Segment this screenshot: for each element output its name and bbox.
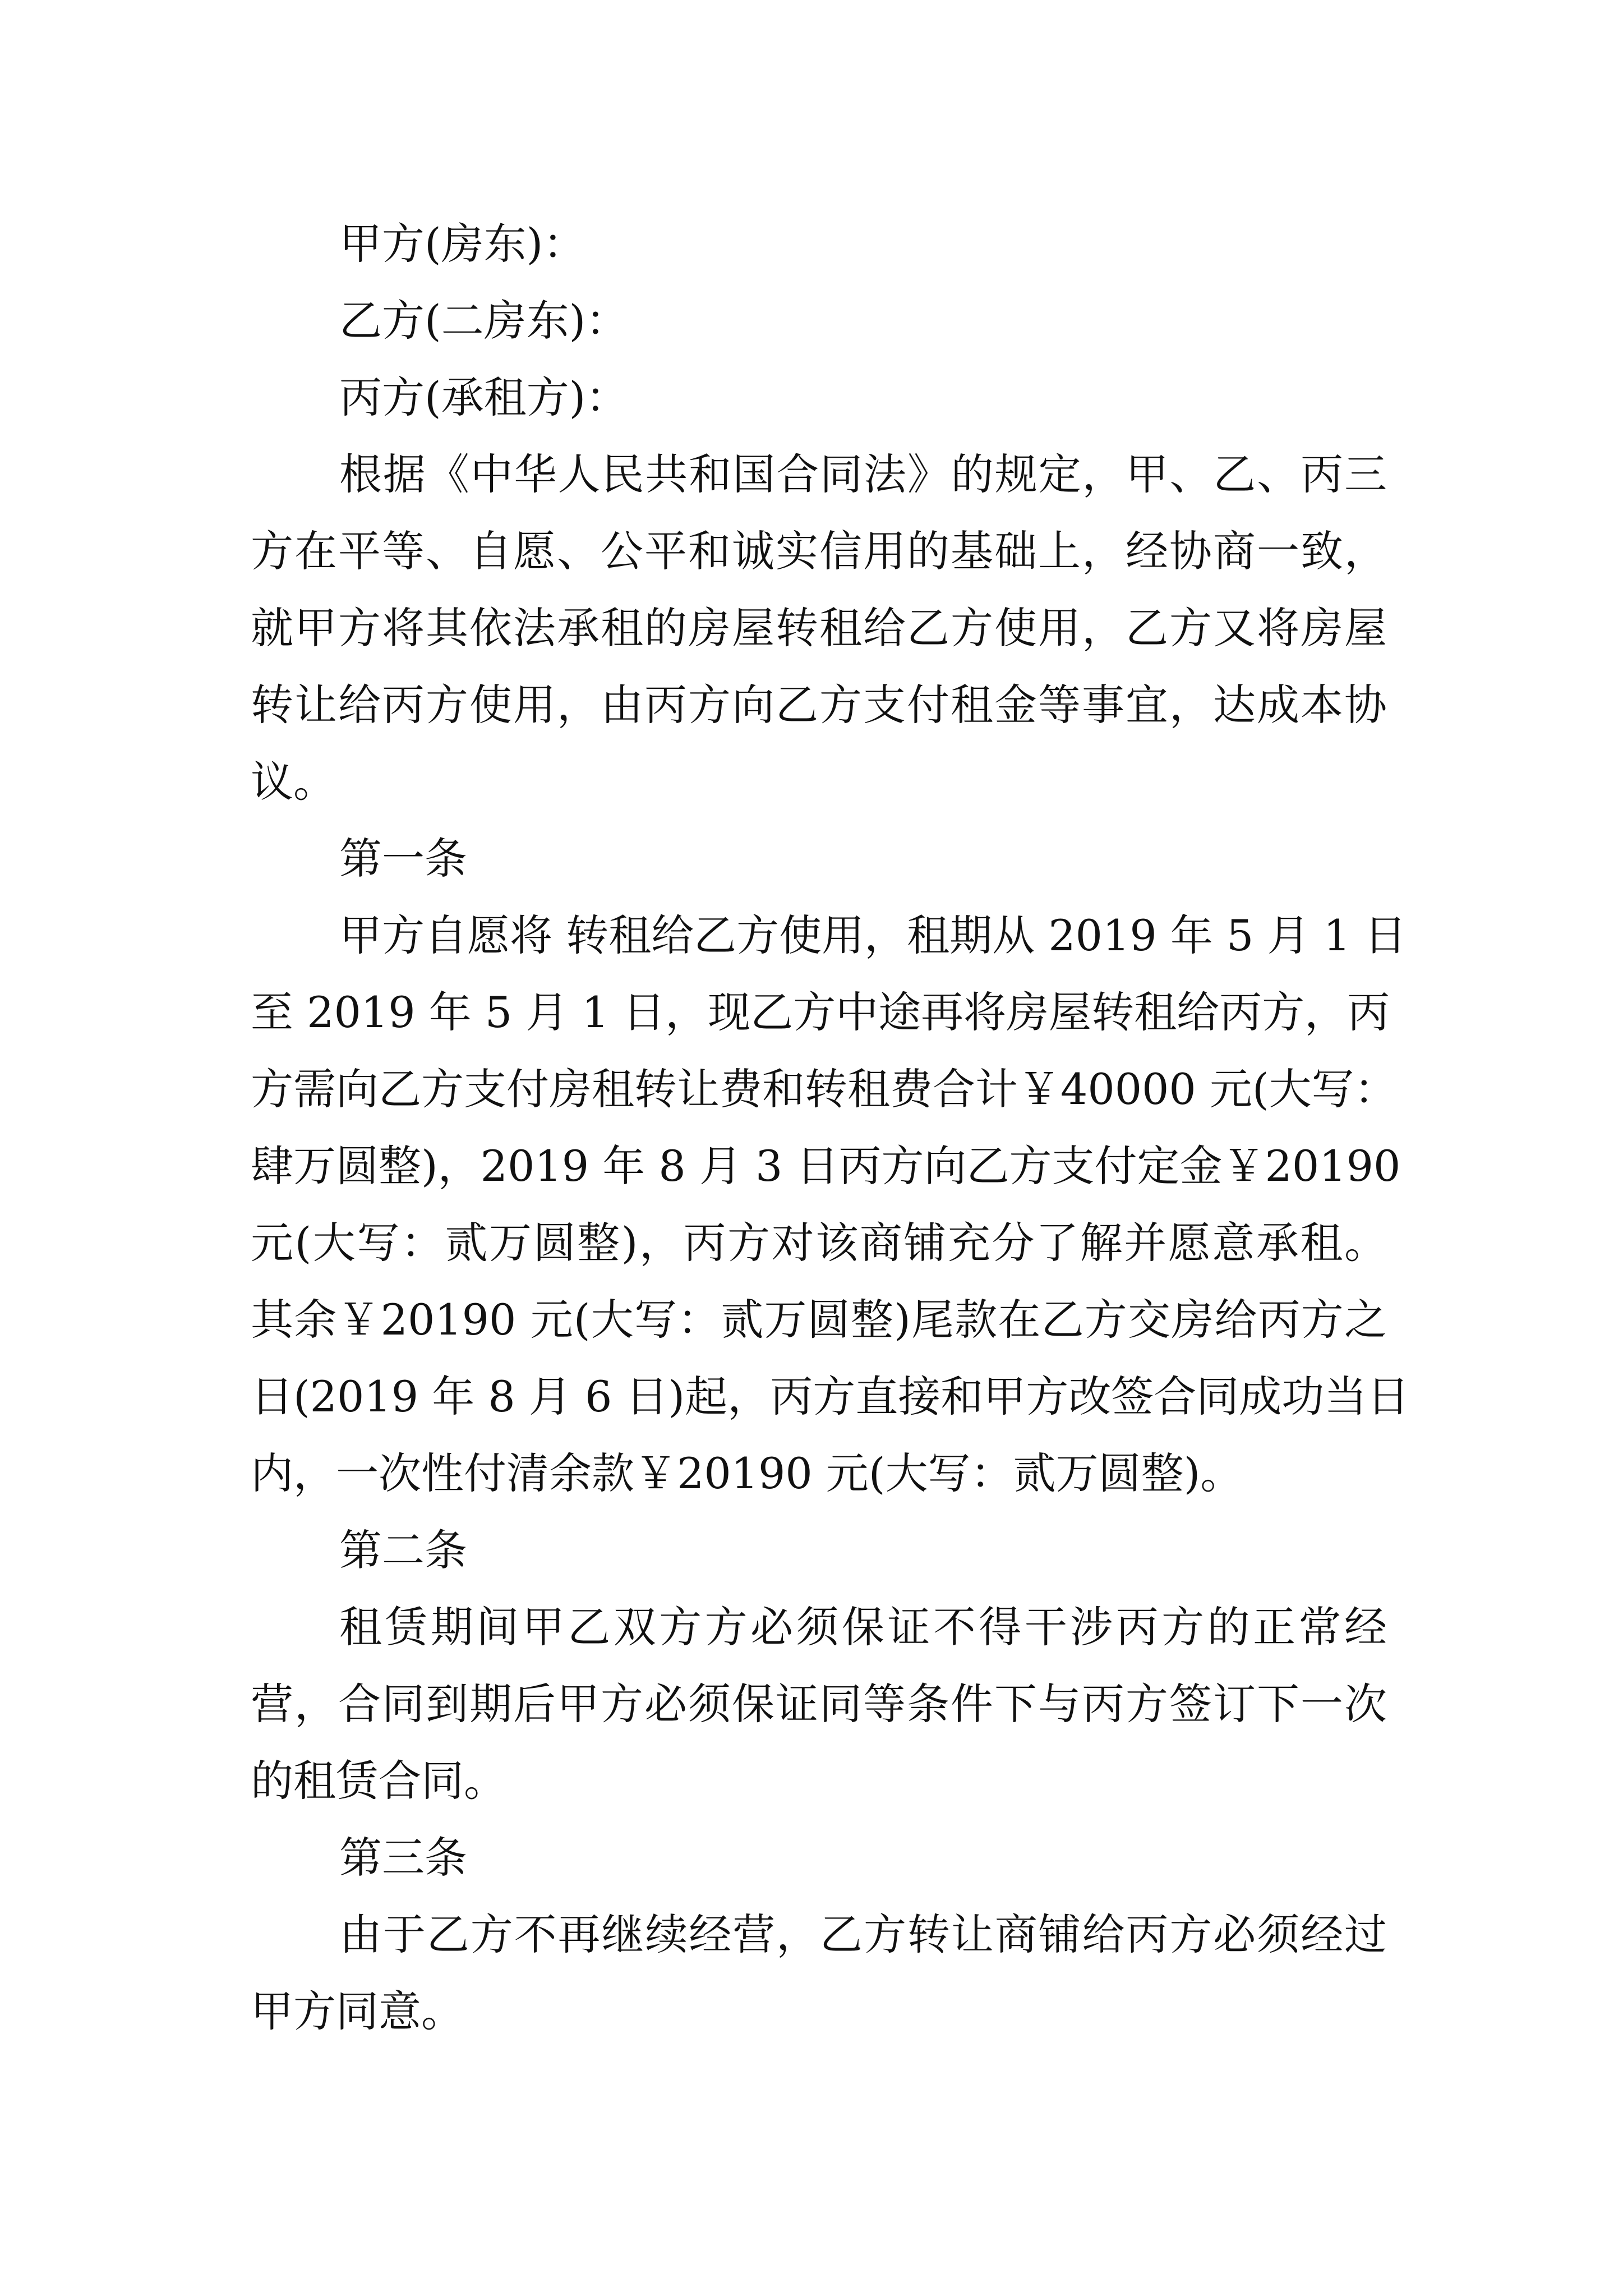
article-2-line: 的租赁合同。 xyxy=(251,1756,506,1806)
preamble-paragraph xyxy=(251,436,1387,820)
article-2-line: 营，合同到期后甲方必须保证同等条件下与丙方签订下一次 xyxy=(251,1679,1387,1729)
article-1-heading: 第一条 xyxy=(339,834,467,884)
article-2-line: 租赁期间甲乙双方方必须保证不得干涉丙方的正常经 xyxy=(339,1602,1387,1652)
article-1-paragraph xyxy=(251,897,1410,1512)
article-3-paragraph xyxy=(251,1896,1387,2050)
article-3-heading: 第三条 xyxy=(339,1833,467,1883)
preamble-line: 议。 xyxy=(251,757,336,807)
preamble-line: 根据《中华人民共和国合同法》的规定，甲、乙、丙三 xyxy=(339,449,1387,499)
preamble-line: 就甲方将其依法承租的房屋转租给乙方使用，乙方又将房屋 xyxy=(251,603,1387,653)
article-3-line: 甲方同意。 xyxy=(251,1986,464,2036)
article-1-line: 甲方自愿将 转租给乙方使用，租期从 2019 年 5 月 1 日 xyxy=(339,910,1407,960)
article-1-line: 内，一次性付清余款￥20190 元(大写：贰万圆整)。 xyxy=(251,1448,1243,1498)
article-2-paragraph xyxy=(251,1589,1387,1819)
preamble-line: 转让给丙方使用，由丙方向乙方支付租金等事宜，达成本协 xyxy=(251,680,1387,730)
article-3-line: 由于乙方不再继续经营，乙方转让商铺给丙方必须经过 xyxy=(339,1910,1387,1959)
article-1-line: 肆万圆整)，2019 年 8 月 3 日丙方向乙方支付定金￥20190 xyxy=(251,1141,1401,1191)
document-body xyxy=(251,205,1410,2050)
preamble-line: 方在平等、自愿、公平和诚实信用的基础上，经协商一致， xyxy=(251,526,1387,576)
article-1-line: 元(大写：贰万圆整)，丙方对该商铺充分了解并愿意承租。 xyxy=(251,1218,1387,1268)
article-1-line: 方需向乙方支付房租转让费和转租费合计￥40000 元(大写： xyxy=(251,1064,1397,1114)
article-1-line: 至 2019 年 5 月 1 日，现乙方中途再将房屋转租给丙方，丙 xyxy=(251,987,1390,1037)
party-b-label: 乙方(二房东)： xyxy=(339,296,629,346)
article-1-line: 其余￥20190 元(大写：贰万圆整)尾款在乙方交房给丙方之 xyxy=(251,1295,1387,1345)
article-2-heading: 第二条 xyxy=(339,1525,467,1575)
article-1-line: 日(2019 年 8 月 6 日)起，丙方直接和甲方改签合同成功当日 xyxy=(251,1372,1410,1421)
party-c-label: 丙方(承租方)： xyxy=(339,372,629,422)
party-a-label: 甲方(房东)： xyxy=(339,219,586,269)
